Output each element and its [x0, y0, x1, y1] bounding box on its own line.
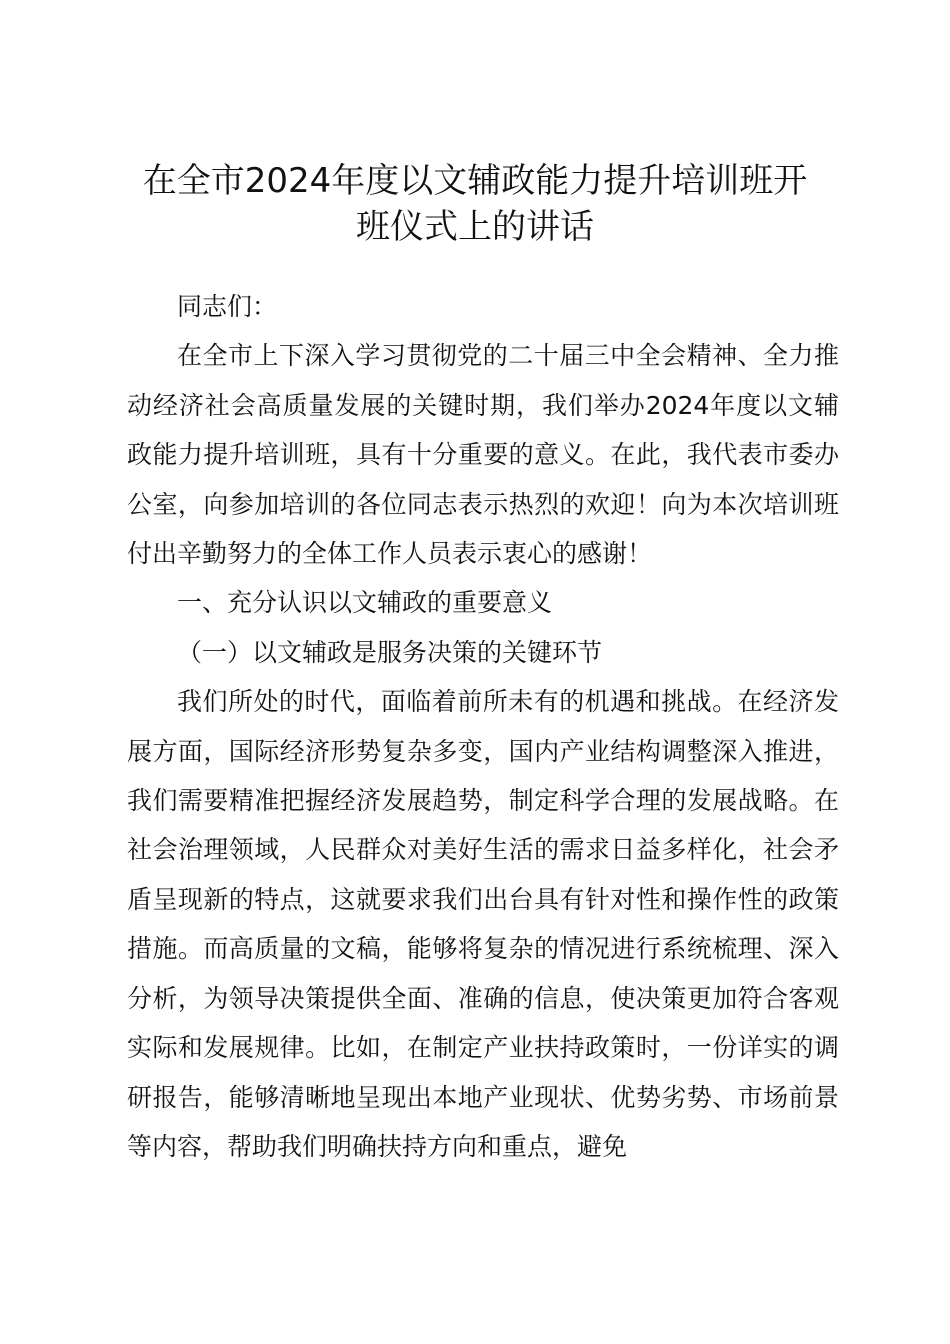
- salutation: 同志们：: [177, 292, 278, 321]
- paragraph-opening: 在全市上下深入学习贯彻党的二十届三中全会精神、全力推动经济社会高质量发展的关键时期，我们举办2024年度以文辅政能力提升培训班，具有十分重要的意义。在此，我代表市委办公室，向参加培训的各位同志表示热烈的欢迎！向为本次培训班付出辛勤努力的全体工作人员表示衷心的感谢！: [127, 341, 839, 569]
- paragraph-body-1: 我们所处的时代，面临着前所未有的机遇和挑战。在经济发展方面，国际经济形势复杂多变，国内产业结构调整深入推进，我们需要精准把握经济发展趋势，制定科学合理的发展战略。在社会治理领域，人民群众对美好生活的需求日益多样化，社会矛盾呈现新的特点，这就要求我们出台具有针对性和操作性的政策措施。而高质量的文稿，能够将复杂的情况进行系统梳理、深入分析，为领导决策提供全面、准确的信息，使决策更加符合客观实际和发展规律。比如，在制定产业扶持政策时，一份详实的调研报告，能够清晰地呈现出本地产业现状、优势劣势、市场前景等内容，帮助我们明确扶持方向和重点，避免: [127, 687, 839, 1161]
- document-body: [127, 282, 839, 1171]
- title-line-1: 在全市2024年度以文辅政能力提升培训班开: [142, 161, 808, 201]
- section-heading-1: 一、充分认识以文辅政的重要意义: [177, 588, 553, 618]
- title-line-2: 班仪式上的讲话: [356, 207, 594, 247]
- subsection-heading-1-1: （一）以文辅政是服务决策的关键环节: [177, 637, 603, 667]
- document-title: [110, 158, 840, 250]
